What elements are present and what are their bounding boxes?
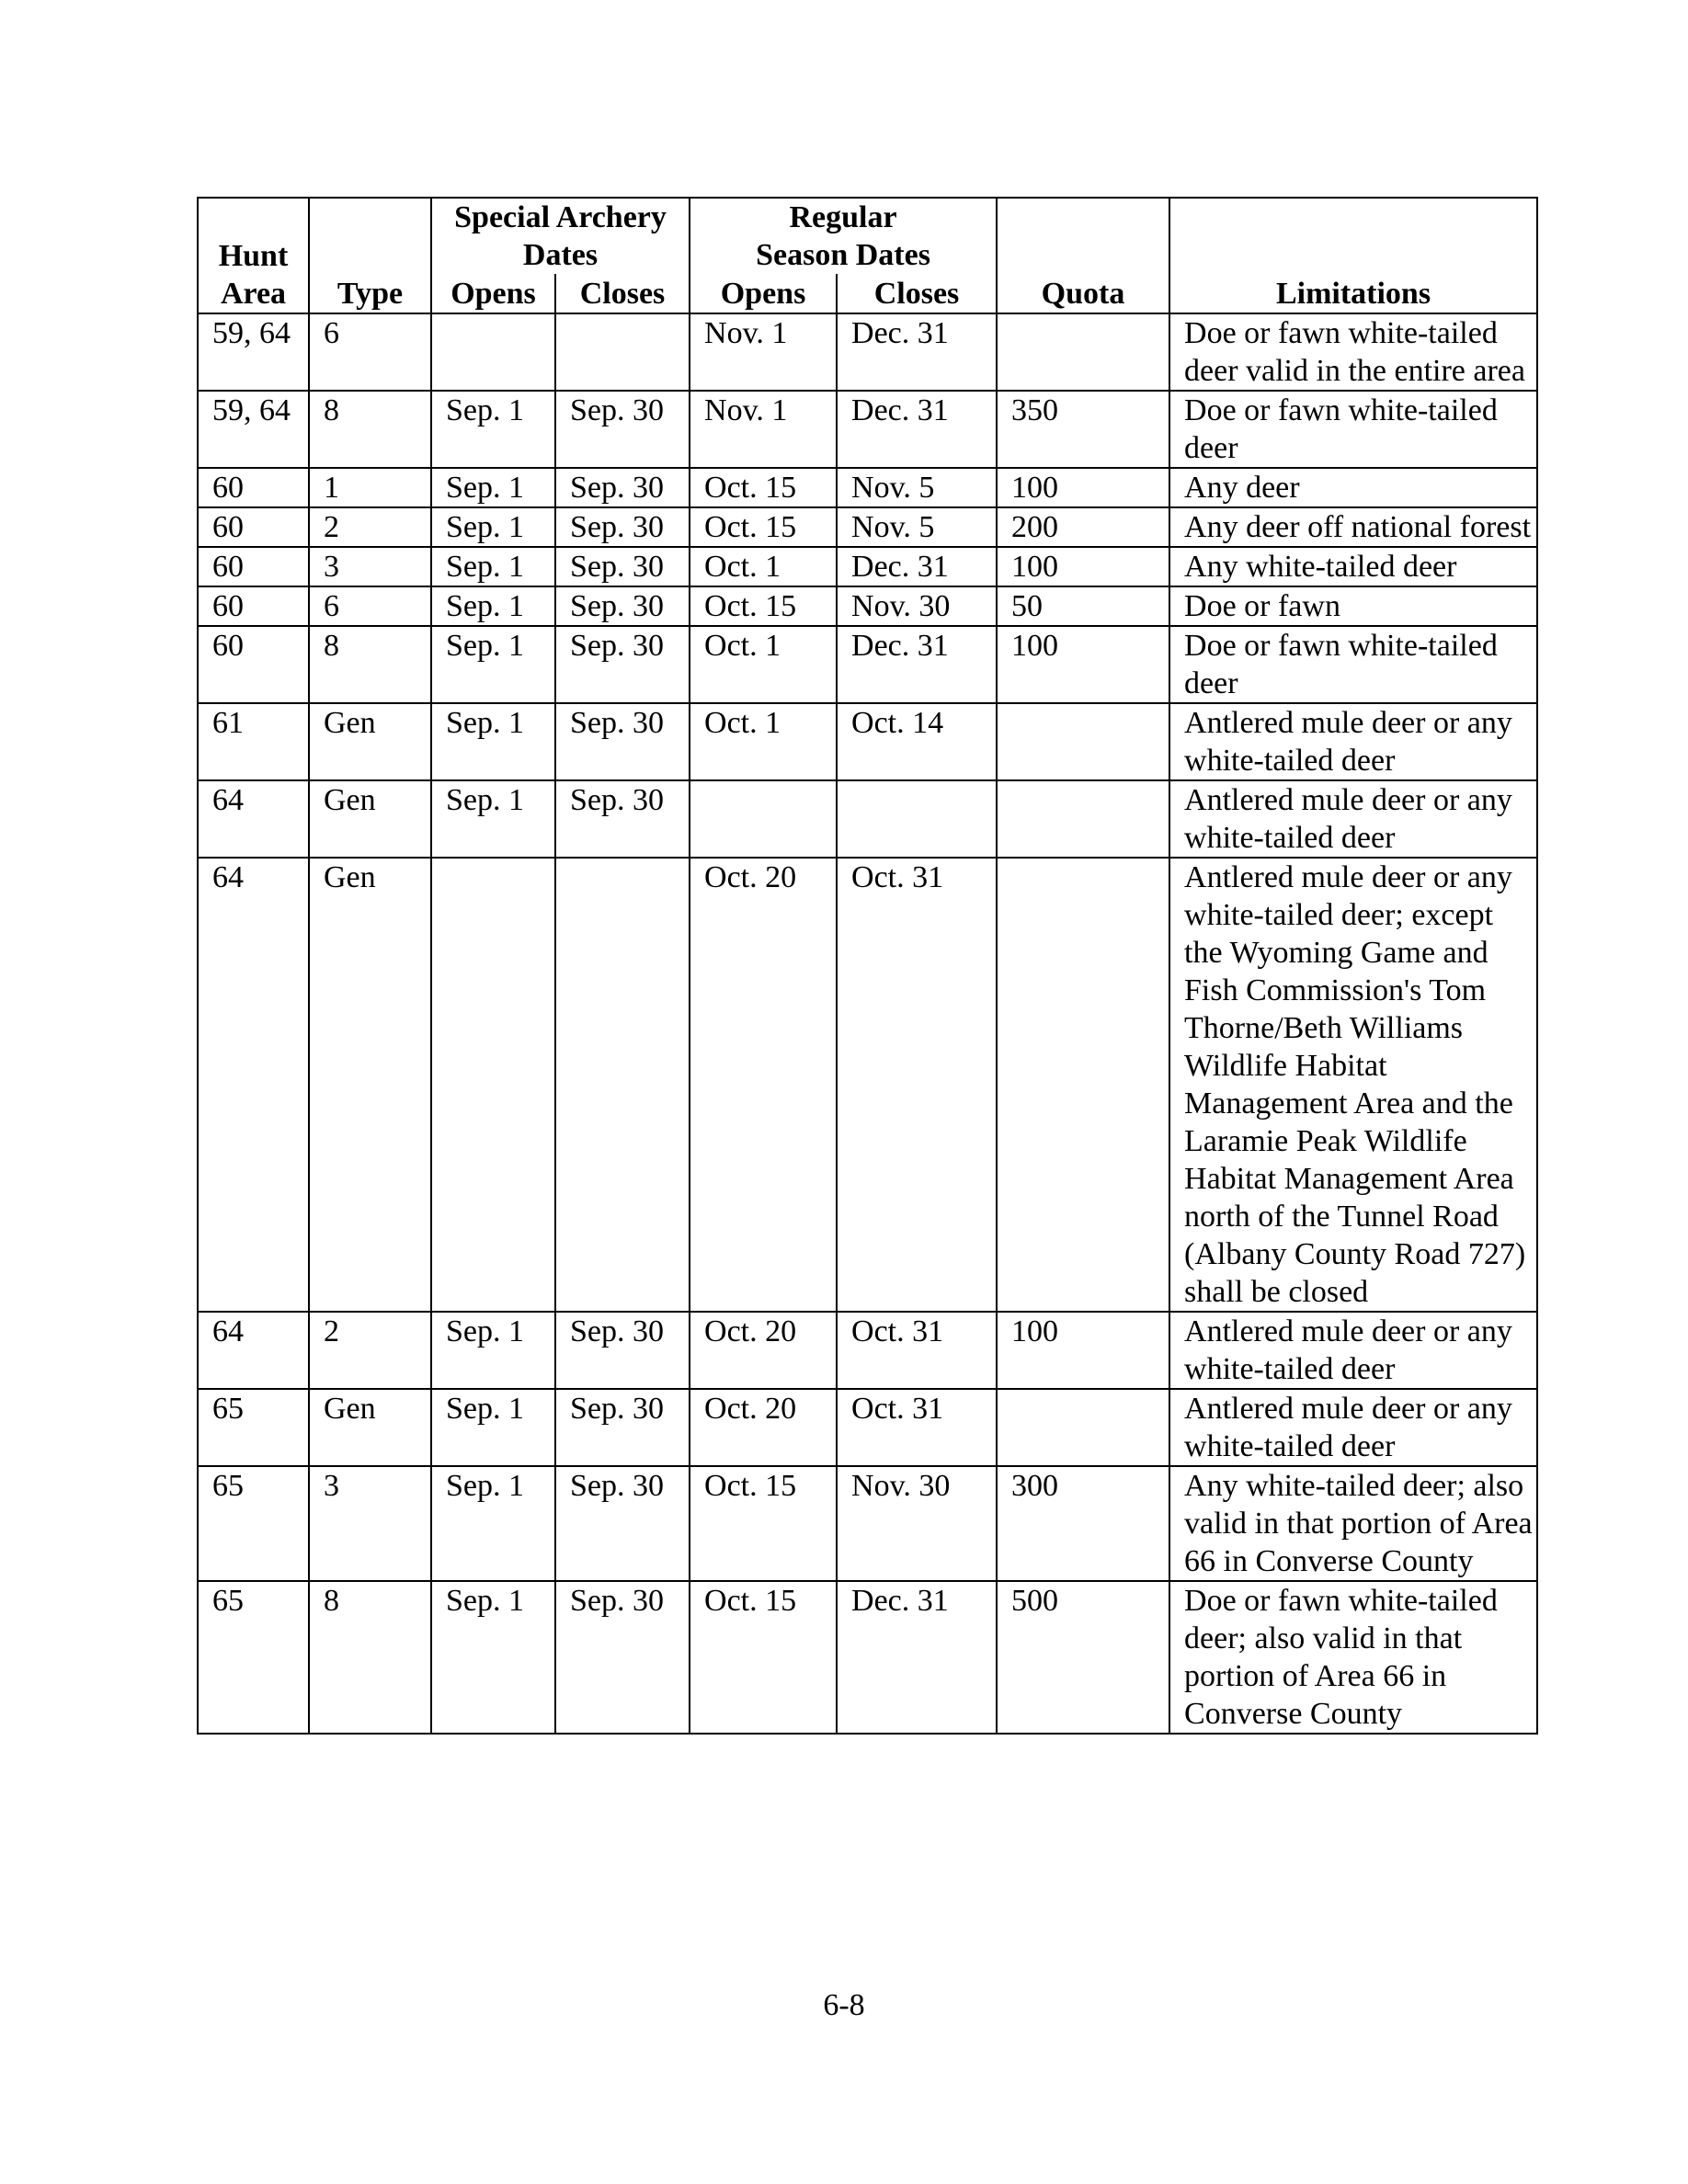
- cell-quota: 350: [997, 391, 1169, 468]
- header-hunt-area-line2: Area: [220, 277, 287, 311]
- cell-archery-closes: Sep. 30: [555, 391, 690, 468]
- cell-archery-closes: Sep. 30: [555, 780, 690, 858]
- cell-quota: 50: [997, 586, 1169, 626]
- cell-hunt-area: 65: [198, 1466, 309, 1581]
- header-regular-season-line1: Regular: [789, 200, 897, 234]
- cell-regular-closes: Oct. 31: [837, 1312, 997, 1389]
- table-row: [198, 507, 1537, 547]
- cell-regular-opens: Oct. 15: [690, 586, 837, 626]
- cell-regular-closes: [837, 780, 997, 858]
- header-regular-opens: Opens: [690, 274, 837, 313]
- cell-hunt-area: 60: [198, 468, 309, 507]
- cell-archery-opens: [431, 313, 555, 391]
- cell-regular-closes: Oct. 14: [837, 703, 997, 780]
- cell-type: 3: [309, 547, 431, 586]
- cell-regular-closes: Dec. 31: [837, 1581, 997, 1734]
- cell-regular-closes: Oct. 31: [837, 858, 997, 1312]
- table-row: [198, 313, 1537, 391]
- table-row: [198, 468, 1537, 507]
- cell-type: Gen: [309, 780, 431, 858]
- cell-archery-opens: Sep. 1: [431, 391, 555, 468]
- cell-regular-opens: Oct. 20: [690, 1312, 837, 1389]
- cell-quota: [997, 1389, 1169, 1466]
- cell-archery-opens: Sep. 1: [431, 780, 555, 858]
- cell-limitations: Doe or fawn white-tailed deer valid in the entire area: [1169, 313, 1537, 391]
- cell-archery-closes: Sep. 30: [555, 586, 690, 626]
- cell-hunt-area: 64: [198, 780, 309, 858]
- cell-archery-closes: Sep. 30: [555, 507, 690, 547]
- cell-regular-opens: Oct. 20: [690, 1389, 837, 1466]
- cell-type: 6: [309, 586, 431, 626]
- cell-archery-opens: [431, 858, 555, 1312]
- table-body: [198, 313, 1537, 1734]
- cell-hunt-area: 59, 64: [198, 313, 309, 391]
- cell-archery-opens: Sep. 1: [431, 1581, 555, 1734]
- cell-regular-closes: Nov. 5: [837, 468, 997, 507]
- cell-hunt-area: 60: [198, 547, 309, 586]
- cell-regular-opens: Oct. 15: [690, 468, 837, 507]
- cell-archery-closes: Sep. 30: [555, 1389, 690, 1466]
- cell-type: 8: [309, 391, 431, 468]
- cell-limitations: Doe or fawn: [1169, 586, 1537, 626]
- cell-limitations: Any deer off national forest: [1169, 507, 1537, 547]
- cell-limitations: Doe or fawn white-tailed deer; also valid in that portion of Area 66 in Converse County: [1169, 1581, 1537, 1734]
- cell-limitations: Any deer: [1169, 468, 1537, 507]
- cell-archery-closes: Sep. 30: [555, 547, 690, 586]
- cell-regular-closes: Nov. 5: [837, 507, 997, 547]
- cell-hunt-area: 60: [198, 586, 309, 626]
- table-row: [198, 1466, 1537, 1581]
- cell-quota: 100: [997, 547, 1169, 586]
- cell-quota: 100: [997, 1312, 1169, 1389]
- cell-limitations: Antlered mule deer or any white-tailed deer; except the Wyoming Game and Fish Commission's Tom Thorne/Beth Williams Wildlife Habitat Management Area and the Laramie Peak Wildlife Habitat Management Area north of the Tunnel Road (Albany County Road 727) shall be closed: [1169, 858, 1537, 1312]
- header-type: Type: [309, 198, 431, 313]
- cell-quota: 300: [997, 1466, 1169, 1581]
- cell-archery-closes: Sep. 30: [555, 468, 690, 507]
- cell-type: 2: [309, 1312, 431, 1389]
- cell-quota: 100: [997, 626, 1169, 703]
- cell-hunt-area: 61: [198, 703, 309, 780]
- cell-quota: [997, 313, 1169, 391]
- cell-quota: [997, 780, 1169, 858]
- cell-type: 2: [309, 507, 431, 547]
- header-limitations: Limitations: [1169, 198, 1537, 313]
- cell-quota: 100: [997, 468, 1169, 507]
- header-regular-season-line2: Season Dates: [756, 238, 930, 272]
- cell-hunt-area: 64: [198, 858, 309, 1312]
- cell-limitations: Antlered mule deer or any white-tailed deer: [1169, 703, 1537, 780]
- cell-quota: 200: [997, 507, 1169, 547]
- cell-quota: 500: [997, 1581, 1169, 1734]
- cell-type: 3: [309, 1466, 431, 1581]
- cell-limitations: Antlered mule deer or any white-tailed deer: [1169, 1389, 1537, 1466]
- header-regular-season: [690, 198, 997, 274]
- cell-type: 6: [309, 313, 431, 391]
- cell-quota: [997, 858, 1169, 1312]
- cell-regular-opens: Oct. 1: [690, 703, 837, 780]
- table-row: [198, 1389, 1537, 1466]
- cell-archery-closes: [555, 858, 690, 1312]
- cell-limitations: Any white-tailed deer; also valid in that portion of Area 66 in Converse County: [1169, 1466, 1537, 1581]
- cell-hunt-area: 64: [198, 1312, 309, 1389]
- cell-archery-opens: Sep. 1: [431, 626, 555, 703]
- cell-type: 1: [309, 468, 431, 507]
- cell-archery-closes: Sep. 30: [555, 1581, 690, 1734]
- cell-regular-closes: Dec. 31: [837, 547, 997, 586]
- cell-archery-opens: Sep. 1: [431, 703, 555, 780]
- cell-type: 8: [309, 626, 431, 703]
- table-row: [198, 626, 1537, 703]
- cell-type: 8: [309, 1581, 431, 1734]
- table-row: [198, 858, 1537, 1312]
- cell-archery-opens: Sep. 1: [431, 468, 555, 507]
- cell-limitations: Doe or fawn white-tailed deer: [1169, 391, 1537, 468]
- header-special-archery: [431, 198, 690, 274]
- page-number: 6-8: [823, 1988, 865, 2022]
- cell-hunt-area: 65: [198, 1389, 309, 1466]
- header-regular-closes: Closes: [837, 274, 997, 313]
- header-archery-closes: Closes: [555, 274, 690, 313]
- header-hunt-area-line1: Hunt: [218, 239, 289, 273]
- table-row: [198, 1312, 1537, 1389]
- cell-regular-opens: Oct. 15: [690, 1466, 837, 1581]
- header-special-archery-line2: Dates: [522, 238, 599, 272]
- cell-regular-closes: Dec. 31: [837, 391, 997, 468]
- header-hunt-area: [198, 198, 309, 313]
- cell-archery-opens: Sep. 1: [431, 586, 555, 626]
- cell-regular-opens: Oct. 1: [690, 626, 837, 703]
- cell-archery-opens: Sep. 1: [431, 507, 555, 547]
- cell-limitations: Doe or fawn white-tailed deer: [1169, 626, 1537, 703]
- cell-regular-closes: Oct. 31: [837, 1389, 997, 1466]
- hunting-season-table: [197, 197, 1538, 1735]
- cell-type: Gen: [309, 858, 431, 1312]
- table-row: [198, 703, 1537, 780]
- cell-quota: [997, 703, 1169, 780]
- cell-type: Gen: [309, 1389, 431, 1466]
- table-row: [198, 547, 1537, 586]
- cell-regular-opens: [690, 780, 837, 858]
- cell-archery-opens: Sep. 1: [431, 1312, 555, 1389]
- cell-archery-opens: Sep. 1: [431, 547, 555, 586]
- cell-archery-closes: Sep. 30: [555, 1312, 690, 1389]
- cell-limitations: Antlered mule deer or any white-tailed deer: [1169, 780, 1537, 858]
- cell-regular-opens: Nov. 1: [690, 391, 837, 468]
- table-row: [198, 586, 1537, 626]
- header-quota: Quota: [997, 198, 1169, 313]
- cell-regular-closes: Nov. 30: [837, 586, 997, 626]
- cell-regular-closes: Nov. 30: [837, 1466, 997, 1581]
- cell-regular-closes: Dec. 31: [837, 313, 997, 391]
- cell-archery-opens: Sep. 1: [431, 1389, 555, 1466]
- table-row: [198, 391, 1537, 468]
- cell-archery-closes: [555, 313, 690, 391]
- cell-limitations: Antlered mule deer or any white-tailed deer: [1169, 1312, 1537, 1389]
- cell-hunt-area: 60: [198, 626, 309, 703]
- cell-regular-opens: Oct. 20: [690, 858, 837, 1312]
- cell-regular-opens: Oct. 15: [690, 1581, 837, 1734]
- cell-regular-opens: Oct. 1: [690, 547, 837, 586]
- cell-hunt-area: 65: [198, 1581, 309, 1734]
- cell-archery-closes: Sep. 30: [555, 1466, 690, 1581]
- cell-regular-closes: Dec. 31: [837, 626, 997, 703]
- cell-archery-closes: Sep. 30: [555, 703, 690, 780]
- cell-type: Gen: [309, 703, 431, 780]
- cell-regular-opens: Oct. 15: [690, 507, 837, 547]
- cell-archery-closes: Sep. 30: [555, 626, 690, 703]
- header-archery-opens: Opens: [431, 274, 555, 313]
- header-special-archery-line1: Special Archery: [454, 200, 667, 234]
- cell-regular-opens: Nov. 1: [690, 313, 837, 391]
- table-row: [198, 780, 1537, 858]
- cell-hunt-area: 59, 64: [198, 391, 309, 468]
- cell-limitations: Any white-tailed deer: [1169, 547, 1537, 586]
- table-row: [198, 1581, 1537, 1734]
- cell-archery-opens: Sep. 1: [431, 1466, 555, 1581]
- cell-hunt-area: 60: [198, 507, 309, 547]
